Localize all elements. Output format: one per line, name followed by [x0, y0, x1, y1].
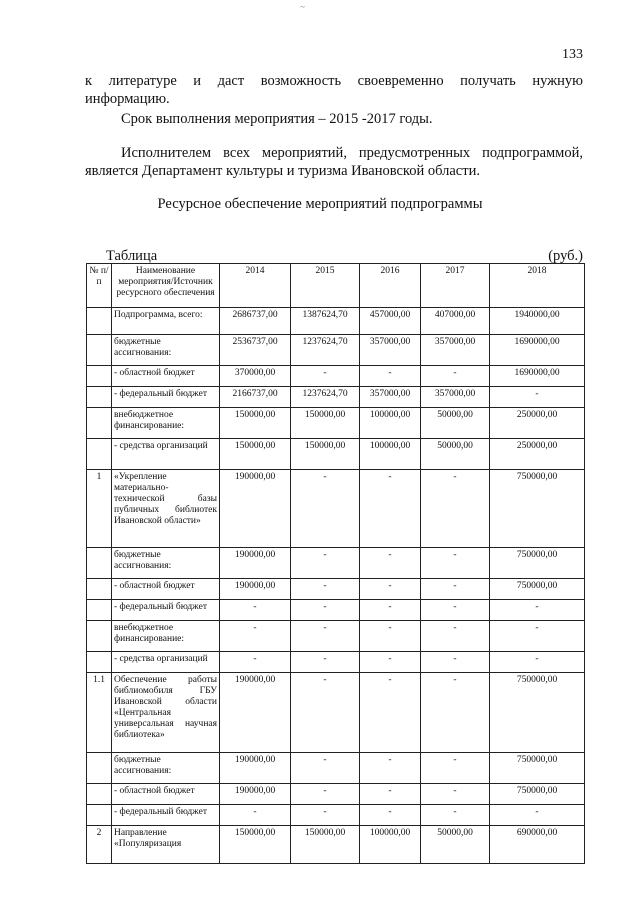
row-value-2015: -	[291, 470, 360, 548]
row-name: бюджетные ассигнования:	[112, 753, 220, 784]
scan-speck: ~	[300, 2, 305, 12]
row-value-2017: 407000,00	[421, 308, 490, 335]
unit-label: (руб.)	[548, 248, 583, 264]
row-value-2017: 357000,00	[421, 335, 490, 366]
row-value-2017: -	[421, 579, 490, 600]
table-row	[87, 826, 585, 864]
section-heading: Ресурсное обеспечение мероприятий подпрограммы	[157, 196, 483, 212]
row-value-2015: 1387624,70	[291, 308, 360, 335]
deadline-line: Срок выполнения мероприятия – 2015 -2017 годы.	[121, 111, 433, 127]
table-row	[87, 408, 585, 439]
row-value-2017: -	[421, 470, 490, 548]
row-number	[87, 753, 112, 784]
row-name: бюджетные ассигнования:	[112, 548, 220, 579]
row-value-2017: -	[421, 621, 490, 652]
row-value-2014: 190000,00	[220, 579, 291, 600]
row-number	[87, 335, 112, 366]
table-row	[87, 579, 585, 600]
row-value-2015: -	[291, 753, 360, 784]
table-row	[87, 387, 585, 408]
row-number	[87, 439, 112, 470]
row-value-2018: -	[490, 621, 585, 652]
table-row	[87, 673, 585, 753]
row-value-2016: -	[360, 579, 421, 600]
row-value-2018: 1940000,00	[490, 308, 585, 335]
row-value-2017: -	[421, 673, 490, 753]
row-value-2016: 357000,00	[360, 335, 421, 366]
table-row	[87, 308, 585, 335]
row-name: Обеспечение работы библиомобиля ГБУ Ивановской области «Центральная универсальная научная библиотека»	[112, 673, 220, 753]
row-value-2018: 690000,00	[490, 826, 585, 864]
row-number: 1.1	[87, 673, 112, 753]
row-name: - областной бюджет	[112, 579, 220, 600]
row-value-2015: -	[291, 366, 360, 387]
row-number	[87, 652, 112, 673]
page-number: 133	[562, 47, 583, 62]
row-value-2015: -	[291, 548, 360, 579]
row-number: 2	[87, 826, 112, 864]
row-number	[87, 408, 112, 439]
row-value-2016: 100000,00	[360, 408, 421, 439]
table-row	[87, 548, 585, 579]
row-value-2016: 457000,00	[360, 308, 421, 335]
row-value-2015: -	[291, 784, 360, 805]
row-value-2016: -	[360, 805, 421, 826]
table-row	[87, 439, 585, 470]
table-row	[87, 784, 585, 805]
row-value-2014: -	[220, 805, 291, 826]
row-number	[87, 805, 112, 826]
row-value-2017: -	[421, 548, 490, 579]
row-value-2014: 190000,00	[220, 673, 291, 753]
row-value-2014: 190000,00	[220, 753, 291, 784]
row-value-2015: -	[291, 621, 360, 652]
row-value-2016: -	[360, 470, 421, 548]
row-value-2016: -	[360, 753, 421, 784]
row-value-2017: -	[421, 366, 490, 387]
table-row	[87, 470, 585, 548]
row-value-2015: 1237624,70	[291, 387, 360, 408]
row-value-2018: 750000,00	[490, 470, 585, 548]
row-value-2018: 1690000,00	[490, 366, 585, 387]
row-value-2018: -	[490, 805, 585, 826]
row-value-2014: 150000,00	[220, 439, 291, 470]
row-number	[87, 621, 112, 652]
row-value-2015: -	[291, 579, 360, 600]
row-value-2016: 100000,00	[360, 826, 421, 864]
row-value-2018: 750000,00	[490, 784, 585, 805]
row-value-2017: 357000,00	[421, 387, 490, 408]
row-value-2016: 100000,00	[360, 439, 421, 470]
paragraph-line: является Департамент культуры и туризма Ивановской области.	[85, 163, 480, 179]
row-value-2015: 150000,00	[291, 439, 360, 470]
header-2017: 2017	[421, 264, 490, 308]
row-value-2016: -	[360, 600, 421, 621]
row-number	[87, 387, 112, 408]
row-value-2014: 190000,00	[220, 548, 291, 579]
row-value-2018: 750000,00	[490, 753, 585, 784]
row-value-2018: 250000,00	[490, 408, 585, 439]
row-value-2016: -	[360, 548, 421, 579]
row-number	[87, 366, 112, 387]
table-row	[87, 753, 585, 784]
row-value-2015: -	[291, 805, 360, 826]
row-value-2014: -	[220, 621, 291, 652]
row-value-2014: 190000,00	[220, 470, 291, 548]
row-number	[87, 308, 112, 335]
row-name: Направление «Популяризация	[112, 826, 220, 864]
row-value-2017: 50000,00	[421, 439, 490, 470]
row-value-2014: -	[220, 600, 291, 621]
row-value-2014: 2536737,00	[220, 335, 291, 366]
row-value-2014: 150000,00	[220, 826, 291, 864]
row-value-2015: -	[291, 600, 360, 621]
paragraph-line: информацию.	[85, 91, 170, 107]
table-row	[87, 366, 585, 387]
row-value-2017: -	[421, 600, 490, 621]
row-value-2014: 190000,00	[220, 784, 291, 805]
row-number: 1	[87, 470, 112, 548]
row-value-2016: -	[360, 366, 421, 387]
row-value-2018: -	[490, 600, 585, 621]
table-header-row	[87, 264, 585, 308]
row-value-2016: -	[360, 621, 421, 652]
header-2018: 2018	[490, 264, 585, 308]
header-2015: 2015	[291, 264, 360, 308]
row-number	[87, 600, 112, 621]
row-value-2018: -	[490, 652, 585, 673]
row-value-2017: 50000,00	[421, 826, 490, 864]
row-value-2018: 750000,00	[490, 579, 585, 600]
row-number	[87, 784, 112, 805]
table-row	[87, 600, 585, 621]
row-value-2017: -	[421, 805, 490, 826]
row-value-2018: 750000,00	[490, 673, 585, 753]
row-value-2017: 50000,00	[421, 408, 490, 439]
row-name: - федеральный бюджет	[112, 387, 220, 408]
row-name: - областной бюджет	[112, 784, 220, 805]
row-value-2016: 357000,00	[360, 387, 421, 408]
row-name: - федеральный бюджет	[112, 805, 220, 826]
row-value-2018: -	[490, 387, 585, 408]
table-row	[87, 652, 585, 673]
paragraph-line: к литературе и даст возможность своевременно получать нужную	[85, 73, 583, 89]
row-name: Подпрограмма, всего:	[112, 308, 220, 335]
row-value-2015: 1237624,70	[291, 335, 360, 366]
table-row	[87, 621, 585, 652]
row-value-2014: 150000,00	[220, 408, 291, 439]
row-value-2014: 370000,00	[220, 366, 291, 387]
table-label: Таблица	[106, 248, 158, 264]
header-2014: 2014	[220, 264, 291, 308]
row-name: «Укрепление материально-технической базы публичных библиотек Ивановской области»	[112, 470, 220, 548]
row-value-2017: -	[421, 784, 490, 805]
header-number: № п/п	[87, 264, 112, 308]
row-name: - федеральный бюджет	[112, 600, 220, 621]
row-name: - средства организаций	[112, 439, 220, 470]
row-value-2016: -	[360, 673, 421, 753]
row-value-2015: 150000,00	[291, 408, 360, 439]
resource-table	[86, 263, 585, 864]
row-name: - областной бюджет	[112, 366, 220, 387]
row-value-2018: 750000,00	[490, 548, 585, 579]
row-value-2016: -	[360, 652, 421, 673]
row-value-2015: -	[291, 673, 360, 753]
row-name: бюджетные ассигнования:	[112, 335, 220, 366]
table-row	[87, 335, 585, 366]
row-number	[87, 579, 112, 600]
row-name: внебюджетное финансирование:	[112, 408, 220, 439]
row-value-2018: 250000,00	[490, 439, 585, 470]
row-name: - средства организаций	[112, 652, 220, 673]
row-number	[87, 548, 112, 579]
row-value-2017: -	[421, 652, 490, 673]
row-value-2017: -	[421, 753, 490, 784]
row-value-2018: 1690000,00	[490, 335, 585, 366]
header-name: Наименование мероприятия/Источник ресурсного обеспечения	[112, 264, 220, 308]
row-value-2014: 2686737,00	[220, 308, 291, 335]
row-value-2014: -	[220, 652, 291, 673]
table-row	[87, 805, 585, 826]
paragraph-line: Исполнителем всех мероприятий, предусмотренных подпрограммой,	[121, 145, 583, 161]
row-value-2015: 150000,00	[291, 826, 360, 864]
header-2016: 2016	[360, 264, 421, 308]
row-value-2016: -	[360, 784, 421, 805]
row-name: внебюджетное финансирование:	[112, 621, 220, 652]
row-value-2015: -	[291, 652, 360, 673]
row-value-2014: 2166737,00	[220, 387, 291, 408]
